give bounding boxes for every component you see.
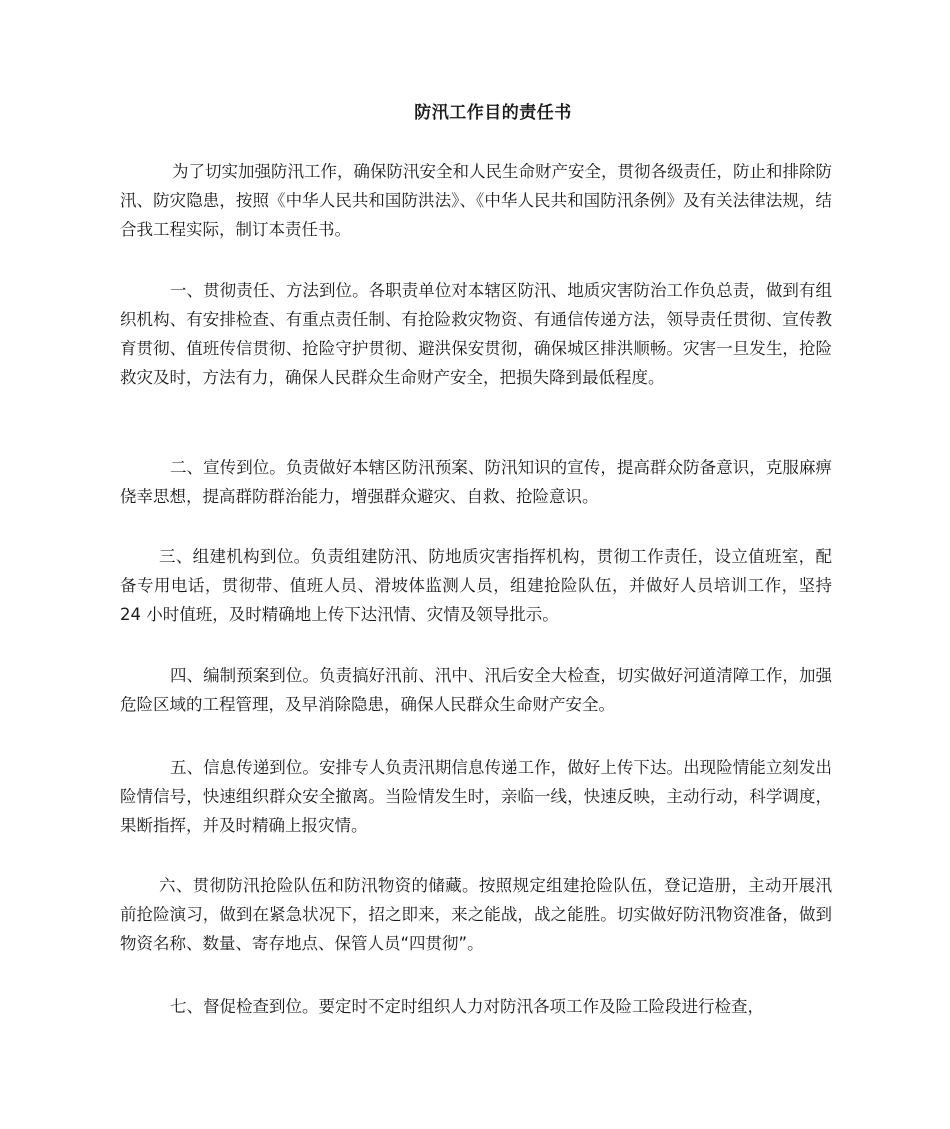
clause-4-paragraph: 四、编制预案到位。负责搞好汛前、汛中、汛后安全大检查，切实做好河道清障工作，加强危险区域的工程管理，及早消除隐患，确保人民群众生命财产安全。 [120,666,832,714]
document-title: 防汛工作目的责任书 [414,103,572,123]
clause-1-paragraph: 一、贯彻责任、方法到位。各职责单位对本辖区防汛、地质灾害防治工作负总责，做到有组织机构、有安排检查、有重点责任制、有抢险救灾物资、有通信传递方法，领导责任贯彻、宣传教育贯彻、值班传信贯彻、抢险守护贯彻、避洪保安贯彻，确保城区排洪顺畅。灾害一旦发生，抢险救灾及时，方法有力，确保人民群众生命财产安全，把损失降到最低程度。 [120,281,832,387]
clause-6-paragraph: 六、贯彻防汛抢险队伍和防汛物资的储藏。按照规定组建抢险队伍，登记造册，主动开展汛前抢险演习，做到在紧急状况下，招之即来，来之能战，战之能胜。切实做好防汛物资准备，做到物资名称、数量、寄存地点、保管人员“四贯彻”。 [120,876,832,953]
clause-2-paragraph: 二、宣传到位。负责做好本辖区防汛预案、防汛知识的宣传，提高群众防备意识，克服麻痹侥幸思想，提高群防群治能力，增强群众避灾、自救、抢险意识。 [120,458,832,506]
clause-5-paragraph: 五、信息传递到位。安排专人负责汛期信息传递工作，做好上传下达。出现险情能立刻发出险情信号，快速组织群众安全撤离。当险情发生时，亲临一线，快速反映，主动行动，科学调度，果断指挥，并及时精确上报灾情。 [120,758,832,835]
intro-paragraph: 为了切实加强防汛工作，确保防汛安全和人民生命财产安全，贯彻各级责任，防止和排除防汛、防灾隐患，按照《中华人民共和国防洪法》、《中华人民共和国防汛条例》及有关法律法规，结合我工程实际，制订本责任书。 [120,162,832,239]
clause-3-paragraph: 三、组建机构到位。负责组建防汛、防地质灾害指挥机构，贯彻工作责任，设立值班室，配备专用电话，贯彻带、值班人员、滑坡体监测人员，组建抢险队伍，并做好人员培训工作，坚持 24 小时值班，及时精确地上传下达汛情、灾情及领导批示。 [120,547,832,624]
clause-7-paragraph: 七、督促检查到位。要定时不定时组织人力对防汛各项工作及险工险段进行检查， [170,997,764,1016]
